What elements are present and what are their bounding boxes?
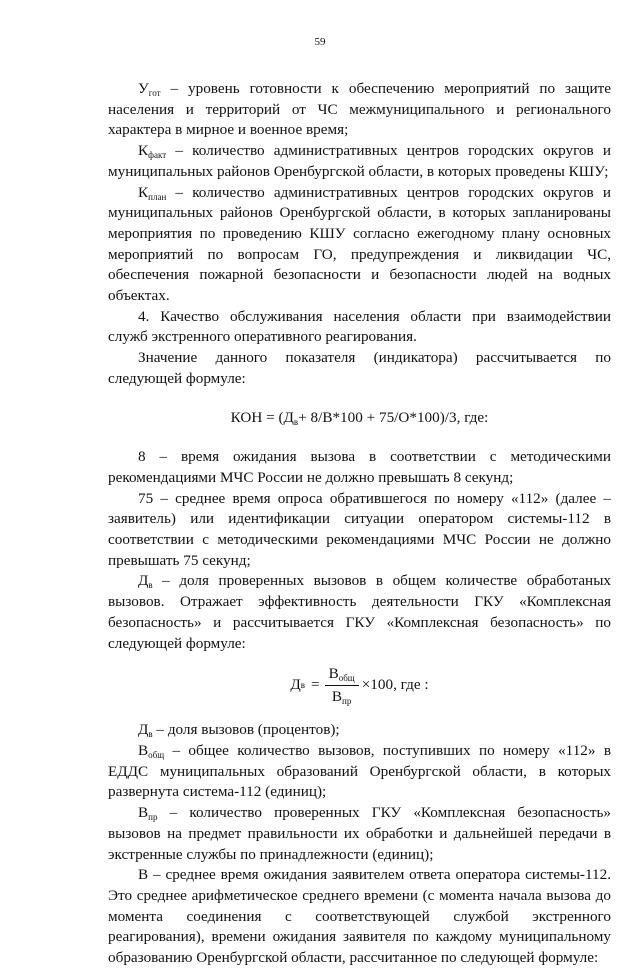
paragraph-v-avg: В – среднее время ожидания заявителем ответа оператора системы-112. Это среднее арифметическое среднего времени (с момента начала вызова до момента соединения с соответствующей службой экстренного реагирования), времени ожидания заявителя по каждому муниципальному образованию Оренбургской области, рассчитанное по следующей формуле:	[108, 866, 611, 967]
symbol-subscript: общ	[148, 749, 165, 760]
symbol: К	[138, 142, 149, 160]
paragraph-u-got	[108, 79, 611, 141]
symbol: В	[138, 741, 149, 759]
denominator-symbol: В	[331, 687, 343, 705]
symbol: У	[138, 80, 149, 97]
paragraph-d-v-def	[108, 720, 611, 741]
formula-text: + 8/В*100 + 75/О*100)/3, где:	[298, 408, 489, 426]
symbol-subscript: факт	[148, 150, 167, 161]
fraction-denominator	[328, 686, 355, 706]
paragraph-text: – количество административных центров городских округов и муниципальных районов Оренбургской области, в которых запланированы мероприятия по проведению КШУ согласно ежегодному плану основных мероприятий по вопросам ГО, предупреждения и ликвидации ЧС, обеспечения пожарной безопасности и безопасности людей на водных объектах.	[108, 183, 611, 305]
paragraph-text: – доля проверенных вызовов в общем количестве обработаных вызовов. Отражает эффективность деятельности ГКУ «Комплексная безопасность» и рассчитывается ГКУ «Комплексная безопасность» по следующей формуле:	[108, 572, 611, 652]
paragraph-text: – количество проверенных ГКУ «Комплексная безопасность» вызовов на предмет правильности их обработки и дальнейшей передачи в экстренные службы по принадлежности (единиц);	[108, 804, 611, 863]
paragraph-text: – доля вызовов (процентов);	[152, 721, 340, 739]
paragraph-v-obshch	[108, 741, 611, 803]
formula-tail: ×100, где :	[361, 675, 429, 693]
paragraph-text: – количество административных центров городских округов и муниципальных районов Оренбургской области, в которых проведены КШУ;	[108, 142, 611, 180]
formula-d-v: Д в = $\frac{В_{общ}}{В_{пр}}$ ×100, где :	[290, 664, 429, 706]
denominator-subscript: пр	[342, 695, 352, 706]
paragraph-v-pr	[108, 803, 611, 865]
paragraph-text: – общее количество вызовов, поступивших по номеру «112» в ЕДДС муниципальных образований Оренбургской области, в которых развернута система-112 (единиц);	[108, 741, 611, 801]
document-body	[108, 79, 611, 969]
paragraph-item-4: 4. Качество обслуживания населения области при взаимодействии служб экстренного оперативного реагирования.	[108, 307, 611, 346]
symbol-subscript: пр	[148, 812, 158, 823]
paragraph-formula-intro: Значение данного показателя (индикатора) рассчитывается по следующей формуле:	[108, 349, 611, 387]
symbol-subscript: в	[148, 729, 153, 740]
formula-fraction	[325, 665, 359, 706]
symbol: В	[138, 804, 149, 822]
numerator-symbol: В	[328, 664, 339, 682]
formula-text: КОН = (Д	[230, 408, 294, 426]
symbol-subscript: план	[148, 191, 167, 202]
paragraph-d-v	[108, 571, 611, 654]
formula-equals: =	[310, 675, 320, 693]
paragraph-k-plan	[108, 183, 611, 307]
symbol-subscript: в	[148, 580, 153, 591]
symbol: Д	[138, 572, 149, 590]
numerator-subscript: общ	[338, 672, 355, 683]
paragraph-text: – уровень готовности к обеспечению мероприятий по защите населения и территорий от ЧС межмуниципального и регионального характера в мирное и военное время;	[108, 80, 611, 139]
formula-kon	[108, 408, 611, 429]
page-number: 59	[314, 36, 326, 48]
symbol: К	[138, 183, 149, 201]
formula-subscript: в	[293, 416, 299, 427]
paragraph-k-fakt	[108, 141, 611, 182]
paragraph-8-seconds: 8 – время ожидания вызова в соответствии с методическими рекомендациями МЧС России не должно превышать 8 секунд;	[108, 448, 611, 486]
symbol: Д	[138, 721, 149, 739]
formula-lhs: Д	[290, 675, 301, 693]
symbol-subscript: гот	[148, 88, 161, 98]
paragraph-75-seconds: 75 – среднее время опроса обратившегося по номеру «112» (далее – заявитель) или идентификации ситуации оператором системы-112 в соответствии с методическими рекомендациями МЧС России не должно превышать 75 секунд;	[108, 489, 611, 569]
fraction-numerator	[325, 665, 359, 686]
